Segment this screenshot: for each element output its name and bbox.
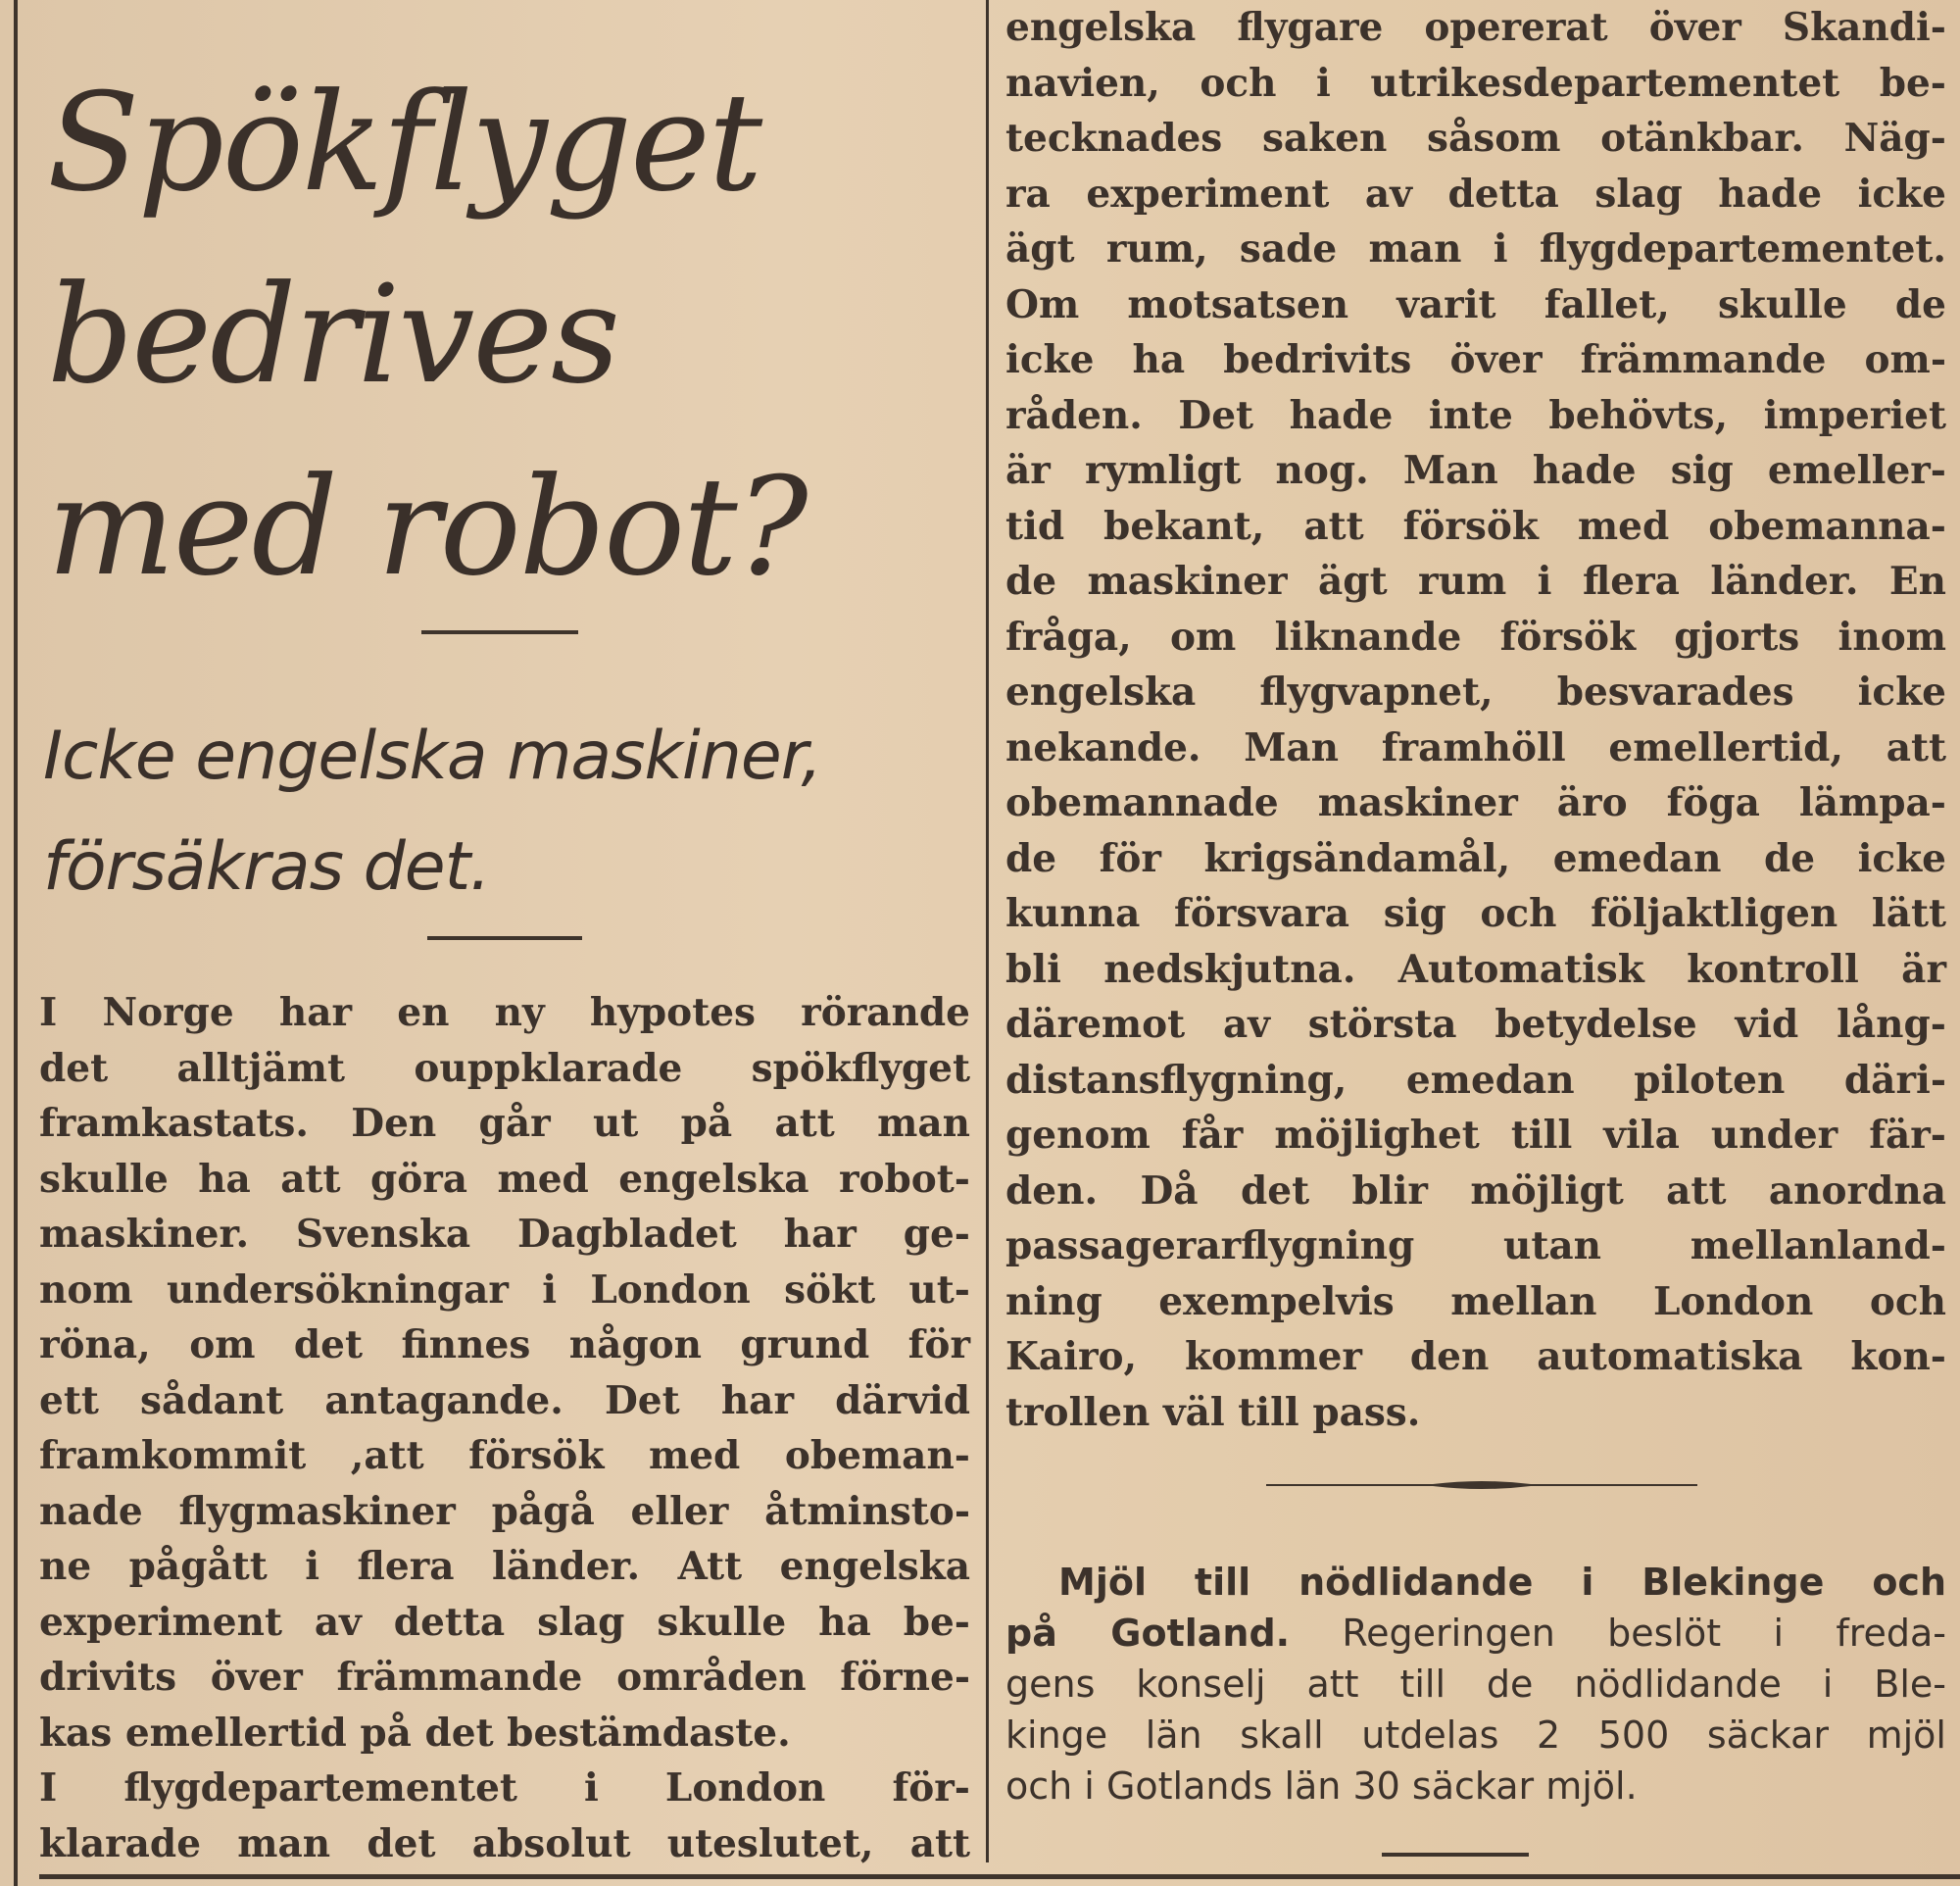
- text-line: klarade man det absolut uteslutet, att: [39, 1820, 970, 1866]
- headline-line: bedrives: [47, 256, 618, 414]
- text-line: nade flygmaskiner pågå eller åtminsto-: [39, 1488, 970, 1534]
- headline: [47, 47, 968, 623]
- headline-line: Spökflyget: [47, 64, 761, 222]
- text-line: de maskiner ägt rum i flera länder. En: [1005, 559, 1946, 604]
- text-line: obemannade maskiner äro föga lämpa-: [1005, 780, 1946, 825]
- text-line: Om motsatsen varit fallet, skulle de: [1005, 281, 1946, 327]
- headline-line: med robot?: [47, 448, 807, 606]
- article-body-left: [39, 985, 970, 1871]
- notice-line: gens konselj att till de nödlidande i Ble-: [1005, 1663, 1946, 1706]
- text-line: ett sådant antagande. Det har därvid: [39, 1377, 970, 1423]
- text-line: de för krigsändamål, emedan de icke: [1005, 835, 1946, 881]
- text-line: I flygdepartementet i London för-: [39, 1765, 970, 1811]
- subheadline-divider: [427, 936, 582, 940]
- text-line: råden. Det hade inte behövts, imperiet: [1005, 392, 1946, 438]
- text-line: genom får möjlighet till vila under fär-: [1005, 1113, 1946, 1158]
- text-line: experiment av detta slag skulle ha be-: [39, 1599, 970, 1645]
- text-line: kunna försvara sig och följaktligen lätt: [1005, 891, 1946, 936]
- text-line: ra experiment av detta slag hade icke: [1005, 171, 1946, 217]
- ornamental-divider: [1266, 1478, 1697, 1492]
- text-line: skulle ha att göra med engelska robot-: [39, 1156, 970, 1202]
- headline-divider: [421, 630, 578, 634]
- text-line: maskiner. Svenska Dagbladet har ge-: [39, 1212, 970, 1257]
- text-line: nom undersökningar i London sökt ut-: [39, 1266, 970, 1313]
- text-line: engelska flygare opererat över Skandi-: [1005, 5, 1946, 50]
- text-line: ägt rum, sade man i flygdepartementet.: [1005, 226, 1946, 272]
- text-line: det alltjämt ouppklarade spökflyget: [39, 1045, 970, 1091]
- text-line: navien, och i utrikesdepartementet be-: [1005, 60, 1946, 106]
- text-line: framkommit ,att försök med obeman-: [39, 1433, 970, 1478]
- bottom-rule: [39, 1874, 1960, 1879]
- end-rule: [1382, 1853, 1529, 1857]
- subheadline: [43, 701, 964, 922]
- text-line: distansflygning, emedan piloten däri-: [1005, 1057, 1946, 1103]
- text-line: tecknades saken såsom otänkbar. Näg-: [1005, 116, 1946, 161]
- notice-article: [1005, 1557, 1946, 1812]
- subheadline-line: Icke engelska maskiner,: [43, 718, 822, 795]
- left-column: [39, 0, 970, 1867]
- text-line: bli nedskjutna. Automatisk kontroll är: [1005, 946, 1946, 992]
- text-line: kas emellertid på det bestämdaste.: [39, 1710, 791, 1756]
- subheadline-line: försäkras det.: [43, 828, 490, 906]
- notice-text: Regeringen beslöt i freda-: [1290, 1612, 1946, 1655]
- notice-line: [1005, 1557, 1946, 1608]
- text-line: röna, om det finnes någon grund för: [39, 1322, 970, 1367]
- text-line: engelska flygvapnet, besvarades icke: [1005, 670, 1946, 715]
- text-line: ne pågått i flera länder. Att engelska: [39, 1544, 970, 1589]
- text-line: I Norge har en ny hypotes rörande: [39, 990, 970, 1035]
- notice-title-cont: på Gotland.: [1005, 1612, 1291, 1655]
- text-line: tid bekant, att försök med obemanna-: [1005, 503, 1946, 549]
- notice-line: kinge län skall utdelas 2 500 säckar mjöl: [1005, 1713, 1946, 1757]
- text-line: nekande. Man framhöll emellertid, att: [1005, 724, 1946, 770]
- article-body-right: [1005, 0, 1946, 1440]
- right-column: [1005, 0, 1946, 1867]
- text-line: framkastats. Den går ut på att man: [39, 1101, 970, 1146]
- text-line: drivits över främmande områden förne-: [39, 1655, 970, 1700]
- text-line: trollen väl till pass.: [1005, 1389, 1421, 1435]
- text-line: ning exempelvis mellan London och: [1005, 1278, 1946, 1324]
- notice-line: och i Gotlands län 30 säckar mjöl.: [1005, 1764, 1638, 1808]
- text-line: är rymligt nog. Man hade sig emeller-: [1005, 448, 1946, 493]
- notice-title: Mjöl till nödlidande i Blekinge och: [1058, 1561, 1946, 1604]
- text-line: passagerarflygning utan mellanland-: [1005, 1223, 1946, 1268]
- text-line: den. Då det blir möjligt att anordna: [1005, 1167, 1946, 1214]
- text-line: Kairo, kommer den automatiska kon-: [1005, 1334, 1946, 1379]
- text-line: icke ha bedrivits över främmande om-: [1005, 337, 1946, 382]
- text-line: fråga, om liknande försök gjorts inom: [1005, 614, 1946, 660]
- column-divider-rule: [986, 0, 989, 1862]
- left-column-rule: [14, 0, 18, 1886]
- notice-body: [1005, 1557, 1946, 1812]
- text-line: däremot av största betydelse vid lång-: [1005, 1002, 1946, 1047]
- notice-line: [1005, 1608, 1946, 1659]
